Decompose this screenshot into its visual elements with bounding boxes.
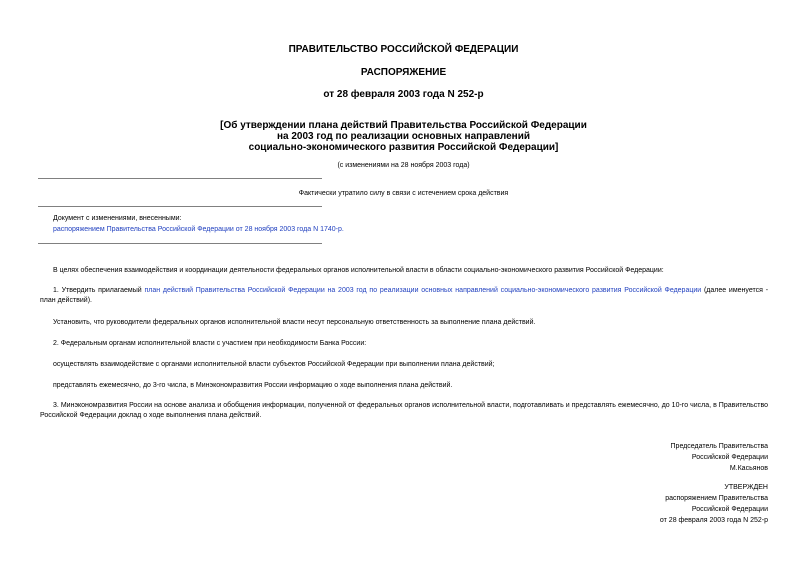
paragraph-1-end: (далее именуется - план действий). [40,287,769,304]
amendments-note: (с изменениями на 28 ноября 2003 года) [337,162,470,169]
signature-country: Российской Федерации [691,454,768,461]
document-title-line-2: на 2003 год по реализации основных направлений [276,131,531,142]
changes-label: Документ с изменениями, внесенными: [53,215,182,222]
paragraph-3: 3. Минэкономразвития России на основе анализа и обобщения информации, полученной от федеральных органов исполнительной власти, подготавливать и представлять ежемесячно, до 10-го числа, в Правительство Российской Федерации доклад о ходе выполнения плана действий. [40,402,768,419]
government-heading: ПРАВИТЕЛЬСТВО РОССИЙСКОЙ ФЕДЕРАЦИИ [288,44,519,55]
approval-line-2: распоряжением Правительства [665,495,768,502]
approval-line-3: Российской Федерации [691,506,768,513]
paragraph-1-start: 1. Утвердить прилагаемый [53,287,145,294]
status-note: Фактически утратило силу в связи с истечением срока действия [298,190,509,197]
paragraph-preamble: В целях обеспечения взаимодействия и координации деятельности федеральных органов исполнительной власти в области социально-экономического развития Российской Федерации: [53,267,664,274]
paragraph-responsibility: Установить, что руководители федеральных органов исполнительной власти несут персональную ответственность за выполнение плана действий. [53,319,536,326]
paragraph-2: 2. Федеральным органам исполнительной власти с участием при необходимости Банка России: [53,340,367,347]
separator-line [38,178,322,179]
approval-heading: УТВЕРЖДЕН [724,484,768,491]
approval-date-number: от 28 февраля 2003 года N 252-р [659,517,768,524]
document-type: РАСПОРЯЖЕНИЕ [360,67,447,78]
document-title-line-3: социально-экономического развития Российской Федерации] [248,142,559,153]
paragraph-interaction: осуществлять взаимодействие с органами исполнительной власти субъектов Российской Федерации при выполнении плана действий; [53,361,495,368]
separator-line [38,206,322,207]
document-title-line-1: [Об утверждении плана действий Правительства Российской Федерации [220,120,587,131]
changes-link[interactable]: распоряжением Правительства Российской Федерации от 28 ноября 2003 года N 1740-р. [53,226,344,233]
signature-title: Председатель Правительства [670,443,768,450]
document-date-number: от 28 февраля 2003 года N 252-р [323,89,484,100]
paragraph-reporting: представлять ежемесячно, до 3-го числа, в Минэкономразвития России информацию о ходе выполнения плана действий. [53,382,453,389]
action-plan-link[interactable]: план действий Правительства Российской Федерации на 2003 год по реализации основных направлений социально-экономического развития Российской Федерации [144,287,702,294]
paragraph-1 [40,286,768,306]
signature-name: М.Касьянов [729,465,768,472]
separator-line [38,243,322,244]
